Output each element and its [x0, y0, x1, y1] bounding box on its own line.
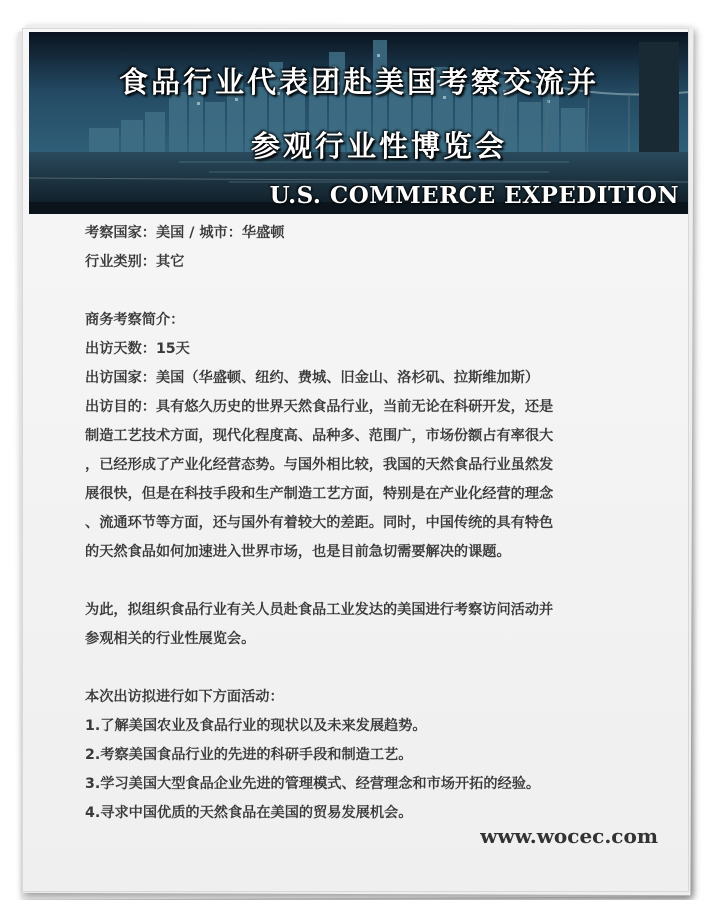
purpose-paragraph: [85, 393, 645, 567]
website-url[interactable]: www.wocec.com: [480, 824, 658, 848]
header-banner: [29, 32, 689, 214]
category-line: 行业类别：其它: [85, 254, 185, 270]
intro-heading: 商务考察简介：: [85, 312, 185, 328]
plan-paragraph: [85, 596, 645, 654]
countries-line: 出访国家：美国（华盛顿、纽约、费城、旧金山、洛杉矶、拉斯维加斯）: [85, 370, 540, 386]
paragraph-line: 参观相关的行业性展览会。: [85, 631, 256, 647]
banner-subtitle: U.S. COMMERCE EXPEDITION: [269, 182, 679, 209]
paragraph-line: 制造工艺技术方面，现代化程度高、品种多、范围广，市场份额占有率很大: [85, 428, 554, 444]
paragraph-line: 、流通环节等方面，还与国外有着较大的差距。同时，中国传统的具有特色: [85, 515, 554, 531]
activity-item: 3.学习美国大型食品企业先进的管理模式、经营理念和市场开拓的经验。: [85, 776, 541, 792]
activities-heading: 本次出访拟进行如下方面活动：: [85, 689, 284, 705]
paragraph-line: 展很快，但是在科技手段和生产制造工艺方面，特别是在产业化经营的理念: [85, 486, 554, 502]
country-city-line: 考察国家：美国 / 城市：华盛顿: [85, 225, 285, 241]
document-page: [22, 28, 689, 892]
banner-title-line-2: 参观行业性博览会: [250, 129, 507, 163]
paragraph-line: ，已经形成了产业化经营态势。与国外相比较，我国的天然食品行业虽然发: [85, 457, 554, 473]
banner-title-line-1: 食品行业代表团赴美国考察交流并: [118, 65, 599, 99]
activity-item: 1.了解美国农业及食品行业的现状以及未来发展趋势。: [85, 718, 427, 734]
document-body: [85, 219, 645, 828]
days-line: 出访天数：15天: [85, 341, 190, 357]
activity-item: 4.寻求中国优质的天然食品在美国的贸易发展机会。: [85, 805, 413, 821]
paragraph-line: 的天然食品如何加速进入世界市场，也是目前急切需要解决的课题。: [85, 544, 511, 560]
paragraph-line: 为此，拟组织食品行业有关人员赴食品工业发达的美国进行考察访问活动并: [85, 602, 554, 618]
activity-item: 2.考察美国食品行业的先进的科研手段和制造工艺。: [85, 747, 413, 763]
paragraph-line: 出访目的：具有悠久历史的世界天然食品行业，当前无论在科研开发，还是: [85, 399, 554, 415]
